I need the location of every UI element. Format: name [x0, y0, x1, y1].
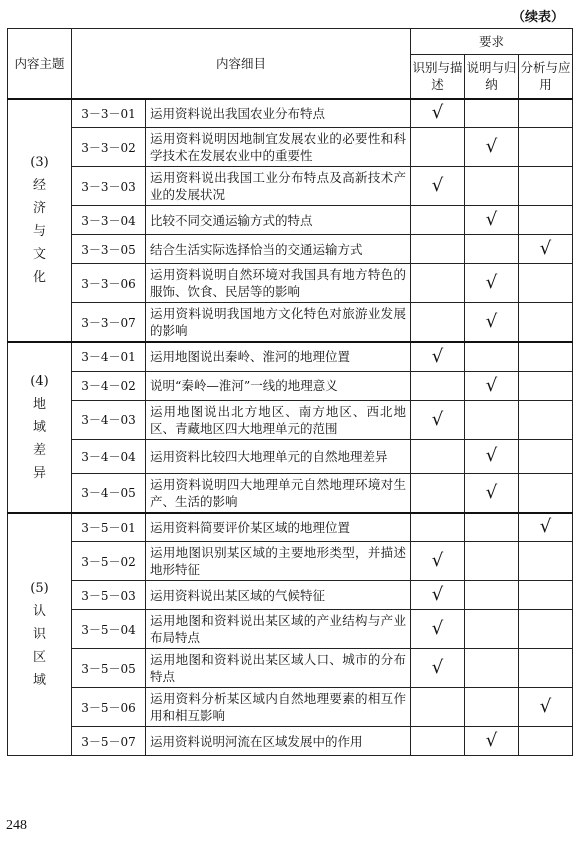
requirement-cell	[465, 542, 519, 581]
requirement-cell	[519, 400, 573, 439]
item-code: 3－4－02	[72, 371, 146, 400]
requirement-cell	[519, 206, 573, 235]
item-code: 3－3－02	[72, 128, 146, 167]
requirement-cell	[519, 264, 573, 303]
theme-number: (5)	[30, 580, 49, 596]
requirement-cell	[411, 235, 465, 264]
requirement-cell	[411, 400, 465, 439]
table-row	[8, 649, 573, 688]
requirement-cell	[411, 99, 465, 128]
table-row	[8, 581, 573, 610]
item-description: 运用资料分析某区域内自然地理要素的相互作用和相互影响	[146, 688, 411, 727]
item-code: 3－5－05	[72, 649, 146, 688]
item-code: 3－5－07	[72, 727, 146, 756]
requirement-cell	[465, 473, 519, 513]
theme-cell	[8, 342, 72, 513]
check-mark-icon: √	[539, 516, 552, 538]
header-level-analyze: 分析与应用	[519, 55, 573, 99]
requirement-cell	[519, 727, 573, 756]
requirement-cell	[411, 610, 465, 649]
item-code: 3－5－02	[72, 542, 146, 581]
item-description: 运用资料说明自然环境对我国具有地方特色的服饰、饮食、民居等的影响	[146, 264, 411, 303]
table-row	[8, 400, 573, 439]
table-row	[8, 542, 573, 581]
requirement-cell	[465, 688, 519, 727]
table-row	[8, 371, 573, 400]
header-theme: 内容主题	[8, 29, 72, 99]
item-description: 运用地图说出秦岭、淮河的地理位置	[146, 342, 411, 371]
requirement-cell	[519, 513, 573, 542]
table-row	[8, 128, 573, 167]
check-mark-icon: √	[485, 209, 498, 230]
table-row	[8, 206, 573, 235]
item-code: 3－5－04	[72, 610, 146, 649]
check-mark-icon: √	[485, 374, 498, 396]
theme-char: 异	[32, 465, 46, 481]
check-mark-icon: √	[485, 272, 498, 293]
check-mark-icon: √	[431, 618, 444, 639]
theme-char: 文	[32, 247, 46, 263]
theme-char: 地	[32, 396, 46, 412]
check-mark-icon: √	[431, 408, 444, 430]
table-row	[8, 167, 573, 206]
requirement-cell	[519, 649, 573, 688]
theme-char: 区	[32, 649, 46, 665]
requirement-cell	[411, 649, 465, 688]
item-code: 3－5－06	[72, 688, 146, 727]
requirement-cell	[411, 128, 465, 167]
check-mark-icon: √	[431, 102, 444, 124]
item-description: 比较不同交通运输方式的特点	[146, 206, 411, 235]
requirement-cell	[465, 371, 519, 400]
item-code: 3－4－01	[72, 342, 146, 371]
requirement-cell	[465, 610, 519, 649]
check-mark-icon: √	[485, 311, 498, 332]
theme-number: (3)	[30, 155, 49, 171]
theme-char: 济	[32, 201, 46, 217]
table-row	[8, 473, 573, 513]
item-description: 运用地图说出北方地区、南方地区、西北地区、青藏地区四大地理单元的范围	[146, 400, 411, 439]
requirement-cell	[519, 439, 573, 473]
table-row	[8, 235, 573, 264]
theme-char: 域	[32, 419, 46, 435]
check-mark-icon: √	[539, 696, 552, 717]
theme-char: 域	[32, 672, 46, 688]
requirement-cell	[519, 473, 573, 513]
requirement-cell	[465, 342, 519, 371]
requirement-cell	[519, 688, 573, 727]
table-row	[8, 727, 573, 756]
header-detail: 内容细目	[72, 29, 411, 99]
requirement-cell	[465, 727, 519, 756]
requirement-cell	[465, 303, 519, 343]
requirement-cell	[465, 439, 519, 473]
check-mark-icon: √	[431, 550, 444, 571]
item-description: 运用地图和资料说出某区域的产业结构与产业布局特点	[146, 610, 411, 649]
theme-number: (4)	[30, 373, 49, 389]
table-row	[8, 610, 573, 649]
requirement-cell	[465, 581, 519, 610]
check-mark-icon: √	[485, 136, 498, 157]
theme-char: 化	[32, 270, 46, 286]
item-description: 运用地图和资料说出某区域人口、城市的分布特点	[146, 649, 411, 688]
item-code: 3－3－05	[72, 235, 146, 264]
item-code: 3－3－06	[72, 264, 146, 303]
table-row	[8, 688, 573, 727]
check-mark-icon: √	[431, 345, 444, 367]
item-code: 3－4－03	[72, 400, 146, 439]
requirement-cell	[411, 206, 465, 235]
item-code: 3－5－03	[72, 581, 146, 610]
theme-char: 经	[32, 178, 46, 194]
requirement-cell	[411, 303, 465, 343]
requirement-cell	[411, 581, 465, 610]
requirement-cell	[519, 235, 573, 264]
theme-char: 与	[32, 224, 46, 240]
item-code: 3－3－04	[72, 206, 146, 235]
check-mark-icon: √	[485, 481, 498, 503]
requirement-cell	[411, 688, 465, 727]
continued-label: （续表）	[511, 10, 564, 25]
requirement-cell	[465, 167, 519, 206]
item-description: 运用资料说出我国工业分布特点及高新技术产业的发展状况	[146, 167, 411, 206]
check-mark-icon: √	[431, 175, 444, 196]
header-level-explain: 说明与归纳	[465, 55, 519, 99]
requirement-cell	[411, 371, 465, 400]
curriculum-table	[7, 28, 573, 756]
requirement-cell	[411, 473, 465, 513]
item-description: 运用资料说明因地制宜发展农业的必要性和科学技术在发展农业中的重要性	[146, 128, 411, 167]
requirement-cell	[465, 128, 519, 167]
item-description: 运用资料说出我国农业分布特点	[146, 99, 411, 128]
check-mark-icon: √	[539, 238, 552, 259]
requirement-cell	[465, 513, 519, 542]
item-code: 3－3－01	[72, 99, 146, 128]
requirement-cell	[519, 371, 573, 400]
table-row	[8, 99, 573, 128]
requirement-cell	[519, 610, 573, 649]
requirement-cell	[411, 167, 465, 206]
check-mark-icon: √	[485, 730, 498, 751]
table-body	[8, 99, 573, 756]
requirement-cell	[465, 649, 519, 688]
item-code: 3－4－05	[72, 473, 146, 513]
page-number: 248	[6, 818, 27, 833]
header-level-identify: 识别与描述	[411, 55, 465, 99]
requirement-cell	[465, 99, 519, 128]
item-code: 3－3－03	[72, 167, 146, 206]
theme-cell	[8, 513, 72, 756]
item-description: 运用资料说明河流在区域发展中的作用	[146, 727, 411, 756]
requirement-cell	[411, 513, 465, 542]
item-description: 运用资料简要评价某区域的地理位置	[146, 513, 411, 542]
item-description: 运用资料比较四大地理单元的自然地理差异	[146, 439, 411, 473]
item-description: 结合生活实际选择恰当的交通运输方式	[146, 235, 411, 264]
item-description: 运用地图识别某区域的主要地形类型，并描述地形特征	[146, 542, 411, 581]
item-description: 运用资料说明四大地理单元自然地理环境对生产、生活的影响	[146, 473, 411, 513]
requirement-cell	[411, 439, 465, 473]
requirement-cell	[519, 542, 573, 581]
requirement-cell	[411, 727, 465, 756]
table-row	[8, 303, 573, 343]
requirement-cell	[411, 264, 465, 303]
table-row	[8, 264, 573, 303]
requirement-cell	[519, 128, 573, 167]
requirement-cell	[519, 99, 573, 128]
item-description: 运用资料说出某区域的气候特征	[146, 581, 411, 610]
header-requirement: 要求	[411, 29, 573, 55]
theme-char: 识	[32, 626, 46, 642]
requirement-cell	[465, 400, 519, 439]
item-code: 3－4－04	[72, 439, 146, 473]
theme-char: 认	[32, 603, 46, 619]
theme-cell	[8, 99, 72, 343]
check-mark-icon: √	[485, 445, 498, 466]
requirement-cell	[411, 342, 465, 371]
table-row	[8, 342, 573, 371]
requirement-cell	[519, 303, 573, 343]
theme-char: 差	[32, 442, 46, 458]
requirement-cell	[519, 342, 573, 371]
check-mark-icon: √	[431, 584, 444, 605]
item-code: 3－5－01	[72, 513, 146, 542]
table-row	[8, 513, 573, 542]
check-mark-icon: √	[431, 657, 444, 678]
item-description: 运用资料说明我国地方文化特色对旅游业发展的影响	[146, 303, 411, 343]
requirement-cell	[465, 206, 519, 235]
item-code: 3－3－07	[72, 303, 146, 343]
requirement-cell	[411, 542, 465, 581]
requirement-cell	[519, 581, 573, 610]
requirement-cell	[465, 235, 519, 264]
item-description: 说明“秦岭—淮河”一线的地理意义	[146, 371, 411, 400]
requirement-cell	[519, 167, 573, 206]
table-row	[8, 439, 573, 473]
requirement-cell	[465, 264, 519, 303]
